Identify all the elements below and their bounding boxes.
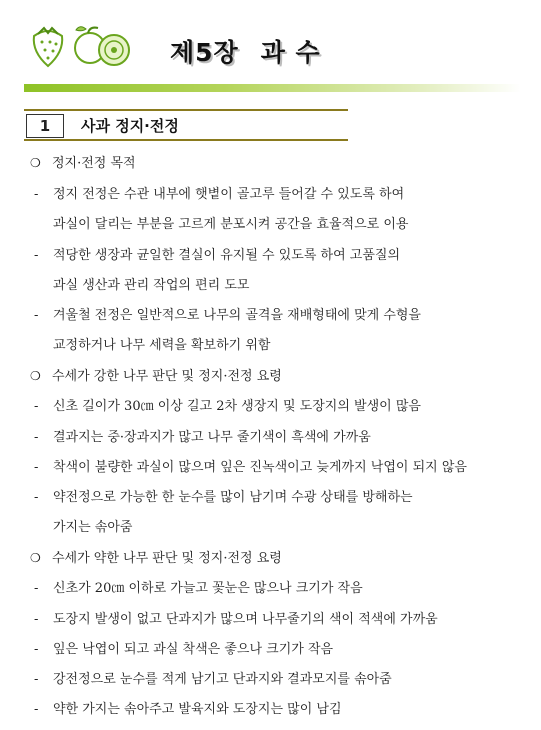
- list-item: - 적당한 생장과 균일한 결실이 유지될 수 있도록 하여 고품질의: [30, 244, 400, 263]
- list-item: - 도장지 발생이 없고 단과지가 많으며 나무줄기의 색이 적색에 가까움: [30, 608, 438, 627]
- strawberry-icon: [34, 28, 62, 66]
- dash-bullet-icon: -: [34, 187, 39, 202]
- list-item: - 신초가 20㎝ 이하로 가늘고 꽃눈은 많으나 크기가 작음: [30, 577, 363, 596]
- list-item-continuation: 교정하거나 나무 세력을 확보하기 위함: [53, 338, 271, 353]
- list-item-continuation: 가지는 솎아줌: [53, 520, 133, 535]
- dash-bullet-icon: -: [34, 399, 39, 414]
- list-item: - 겨울철 전정은 일반적으로 나무의 골격을 재배형태에 맞게 수형을: [30, 304, 421, 323]
- section-rule-bottom: [24, 139, 348, 141]
- header-divider: [24, 84, 521, 92]
- dash-bullet-icon: -: [34, 490, 39, 505]
- section-rule-top: [24, 109, 348, 111]
- circle-bullet-icon: ❍: [30, 156, 41, 170]
- dash-bullet-icon: -: [34, 248, 39, 263]
- section-header: [24, 109, 348, 141]
- dash-bullet-icon: -: [34, 430, 39, 445]
- list-item: - 결과지는 중·장과지가 많고 나무 줄기색이 흑색에 가까움: [30, 426, 371, 445]
- list-item: - 약한 가지는 솎아주고 발육지와 도장지는 많이 남김: [30, 698, 342, 717]
- list-item: - 정지 전정은 수관 내부에 햇볕이 골고루 들어갈 수 있도록 하여: [30, 183, 404, 202]
- dash-bullet-icon: -: [34, 581, 39, 596]
- chapter-number: 제5장: [170, 38, 239, 67]
- list-item: - 잎은 낙엽이 되고 과실 착색은 좋으나 크기가 작음: [30, 638, 333, 657]
- dash-bullet-icon: -: [34, 612, 39, 627]
- list-item-continuation: 과실 생산과 관리 작업의 편리 도모: [53, 278, 250, 293]
- list-item: - 약전정으로 가능한 한 눈수를 많이 남기며 수광 상태를 방해하는: [30, 486, 413, 505]
- list-item: - 착색이 불량한 과실이 많으며 잎은 진녹색이고 늦게까지 낙엽이 되지 않음: [30, 456, 467, 475]
- citrus-fruit-icon: [75, 27, 129, 65]
- circle-bullet-icon: ❍: [30, 369, 41, 383]
- list-item: - 신초 길이가 30㎝ 이상 길고 2차 생장지 및 도장지의 발생이 많음: [30, 395, 421, 414]
- section-title: 사과 정지·전정: [81, 117, 179, 135]
- dash-bullet-icon: -: [34, 702, 39, 717]
- group-heading: ❍ 수세가 강한 나무 판단 및 정지·전정 요령: [30, 369, 282, 384]
- chapter-title: [170, 33, 321, 69]
- list-item-continuation: 과실이 달리는 부분을 고르게 분포시켜 공간을 효율적으로 이용: [53, 217, 409, 232]
- group-heading: ❍ 수세가 약한 나무 판단 및 정지·전정 요령: [30, 551, 282, 566]
- circle-bullet-icon: ❍: [30, 551, 41, 565]
- dash-bullet-icon: -: [34, 642, 39, 657]
- dash-bullet-icon: -: [34, 672, 39, 687]
- chapter-name: 과 수: [260, 38, 321, 67]
- section-number: 1: [26, 114, 64, 138]
- fruit-logo: [28, 20, 138, 70]
- page-header: [0, 0, 541, 95]
- list-item: - 강전정으로 눈수를 적게 남기고 단과지와 결과모지를 솎아줌: [30, 668, 392, 687]
- dash-bullet-icon: -: [34, 308, 39, 323]
- dash-bullet-icon: -: [34, 460, 39, 475]
- group-heading: ❍ 정지·전정 목적: [30, 156, 136, 171]
